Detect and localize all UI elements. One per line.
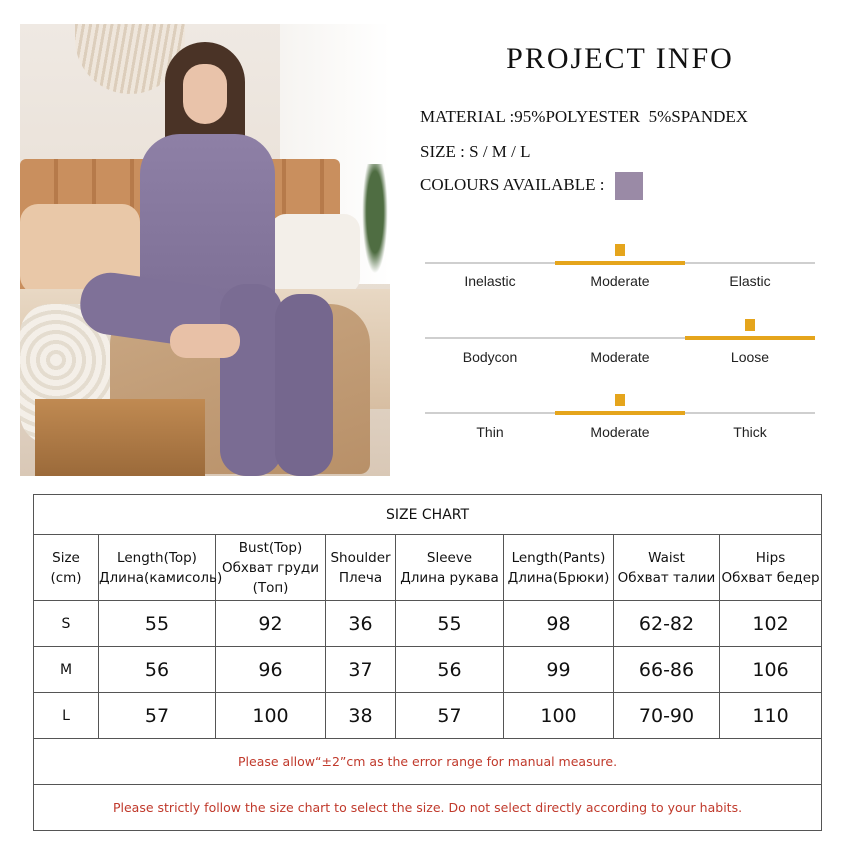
size-selection-note: Please strictly follow the size chart to select the size. Do not select directly according to your habits. — [34, 785, 822, 831]
scale-label: Moderate — [590, 424, 650, 440]
header-cell — [99, 535, 223, 601]
size-label: SIZE : — [420, 142, 470, 161]
header-text: Обхват груди — [221, 559, 320, 576]
measurement-cell: 57 — [396, 693, 504, 739]
measurement-cell: 70-90 — [614, 693, 720, 739]
header-cell — [720, 535, 822, 601]
header-text: Hips — [755, 549, 786, 566]
product-photo — [20, 24, 390, 476]
scale-label: Bodycon — [462, 349, 518, 365]
size-line — [420, 142, 531, 162]
measurement-cell: 96 — [216, 647, 326, 693]
header-cell — [504, 535, 614, 601]
header-text: Sleeve — [426, 549, 473, 566]
measurement-cell: 100 — [216, 693, 326, 739]
size-cell: S — [34, 601, 99, 647]
header-text: Длина(камисоль) — [99, 569, 223, 586]
material-line — [420, 107, 748, 127]
measurement-cell: 36 — [326, 601, 396, 647]
scale-marker-icon — [615, 394, 625, 406]
measurement-cell: 102 — [720, 601, 822, 647]
colour-swatches — [609, 175, 643, 194]
measurement-cell: 106 — [720, 647, 822, 693]
header-cell — [396, 535, 504, 601]
photo-plant — [360, 164, 390, 284]
header-cell — [216, 535, 326, 601]
header-cell — [34, 535, 99, 601]
scale-label: Moderate — [590, 349, 650, 365]
table-row — [34, 647, 822, 693]
size-chart-table — [33, 494, 822, 831]
scale-marker-icon — [745, 319, 755, 331]
photo-pillow — [270, 214, 360, 294]
header-text: Плеча — [338, 569, 383, 586]
measurement-cell: 62-82 — [614, 601, 720, 647]
measurement-cell: 56 — [396, 647, 504, 693]
header-text: Length(Top) — [117, 549, 197, 566]
header-text: Длина рукава — [400, 569, 499, 586]
header-text: (cm) — [50, 569, 82, 586]
note-row — [34, 785, 822, 831]
header-text: Waist — [648, 549, 685, 566]
measurement-cell: 92 — [216, 601, 326, 647]
measurement-cell: 38 — [326, 693, 396, 739]
material-value: 95%POLYESTER 5%SPANDEX — [514, 107, 749, 126]
colour-swatch — [615, 172, 643, 200]
header-cell — [326, 535, 396, 601]
header-text: Обхват талии — [617, 569, 716, 586]
scale-label: Moderate — [590, 273, 650, 289]
header-text: Length(Pants) — [511, 549, 606, 566]
photo-bench — [35, 399, 205, 476]
project-info-title: PROJECT INFO — [506, 42, 734, 75]
measurement-cell: 100 — [504, 693, 614, 739]
scale-selected-segment — [685, 336, 815, 340]
measurement-cell: 57 — [99, 693, 216, 739]
header-text: Обхват бедер — [721, 569, 820, 586]
measurement-cell: 98 — [504, 601, 614, 647]
size-value: S / M / L — [469, 142, 531, 161]
scale-label: Thick — [733, 424, 767, 440]
size-chart-title-row — [34, 495, 822, 535]
thickness-scale — [425, 390, 815, 440]
elasticity-scale — [425, 240, 815, 290]
size-chart-header-row — [34, 535, 822, 601]
measurement-cell: 55 — [396, 601, 504, 647]
scale-label: Thin — [476, 424, 504, 440]
scale-label: Elastic — [729, 273, 771, 289]
note-row — [34, 739, 822, 785]
header-cell — [614, 535, 720, 601]
colours-line — [420, 172, 643, 200]
measurement-cell: 55 — [99, 601, 216, 647]
header-text: Bust(Top) — [238, 539, 303, 556]
photo-model-hands — [170, 324, 240, 358]
fit-scale — [425, 315, 815, 365]
measurement-cell: 56 — [99, 647, 216, 693]
size-chart-title: SIZE CHART — [34, 495, 822, 535]
scale-label: Loose — [730, 349, 770, 365]
measurement-cell: 99 — [504, 647, 614, 693]
header-text: Size — [52, 549, 80, 566]
scale-label: Inelastic — [464, 273, 516, 289]
header-text: Длина(Брюки) — [507, 569, 610, 586]
error-range-note: Please allow“±2”cm as the error range for manual measure. — [34, 739, 822, 785]
size-cell: L — [34, 693, 99, 739]
scale-selected-segment — [555, 411, 685, 415]
colours-label: COLOURS AVAILABLE : — [420, 174, 609, 194]
measurement-cell: 110 — [720, 693, 822, 739]
material-label: MATERIAL : — [420, 107, 515, 126]
header-text: (Топ) — [252, 579, 289, 596]
header-text: Shoulder — [330, 549, 391, 566]
photo-model-pants — [220, 284, 282, 476]
scale-selected-segment — [555, 261, 685, 265]
table-row — [34, 693, 822, 739]
measurement-cell: 37 — [326, 647, 396, 693]
photo-model-pants — [275, 294, 333, 476]
table-row — [34, 601, 822, 647]
size-cell: M — [34, 647, 99, 693]
measurement-cell: 66-86 — [614, 647, 720, 693]
photo-model-face — [183, 64, 227, 124]
scale-marker-icon — [615, 244, 625, 256]
